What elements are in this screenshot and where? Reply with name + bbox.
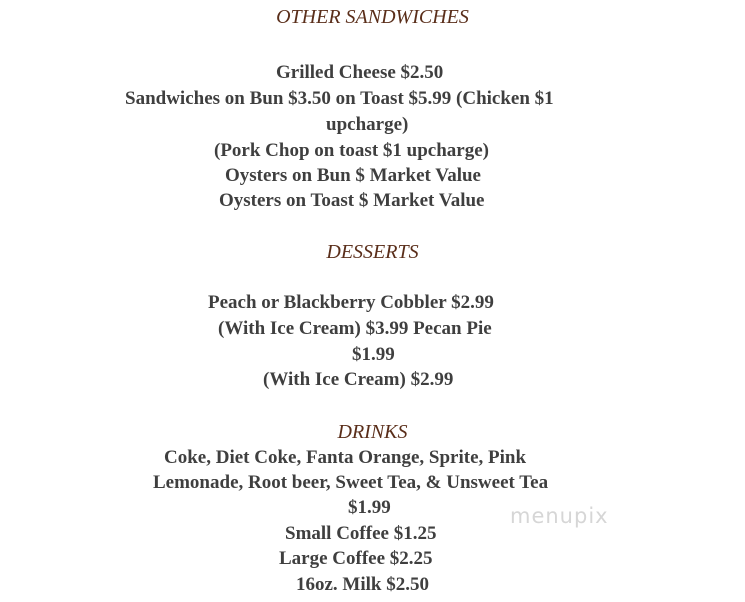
- menu-line-cobbler-ice-cream: (With Ice Cream) $3.99 Pecan Pie: [218, 318, 492, 339]
- menu-line-lemonade-teas: Lemonade, Root beer, Sweet Tea, & Unsweet Tea: [153, 472, 549, 493]
- section-title-drinks: DRINKS: [337, 421, 408, 443]
- menupix-watermark: menupix: [510, 504, 609, 528]
- section-title-other-sandwiches: OTHER SANDWICHES: [276, 6, 469, 28]
- menu-line-cobbler: Peach or Blackberry Cobbler $2.99: [208, 292, 494, 313]
- menu-line-pecan-pie-ice-cream: (With Ice Cream) $2.99: [263, 369, 454, 390]
- section-title-desserts: DESSERTS: [326, 241, 419, 263]
- menu-line-large-coffee: Large Coffee $2.25: [279, 548, 433, 569]
- menu-line-upcharge: upcharge): [326, 114, 409, 135]
- menu-line-sandwiches-on-bun: Sandwiches on Bun $3.50 on Toast $5.99 (Chicken $1: [125, 88, 554, 109]
- menu-line-pecan-pie-price: $1.99: [352, 344, 395, 365]
- menu-line-grilled-cheese: Grilled Cheese $2.50: [276, 62, 444, 83]
- menu-line-pork-chop: (Pork Chop on toast $1 upcharge): [214, 140, 489, 161]
- menu-line-sodas: Coke, Diet Coke, Fanta Orange, Sprite, Pink: [164, 447, 527, 468]
- menu-line-small-coffee: Small Coffee $1.25: [285, 523, 437, 544]
- menu-line-oysters-on-toast: Oysters on Toast $ Market Value: [219, 190, 485, 211]
- menu-line-drinks-price: $1.99: [348, 497, 391, 518]
- menu-line-milk: 16oz. Milk $2.50: [296, 574, 429, 595]
- menu-line-oysters-on-bun: Oysters on Bun $ Market Value: [225, 165, 481, 186]
